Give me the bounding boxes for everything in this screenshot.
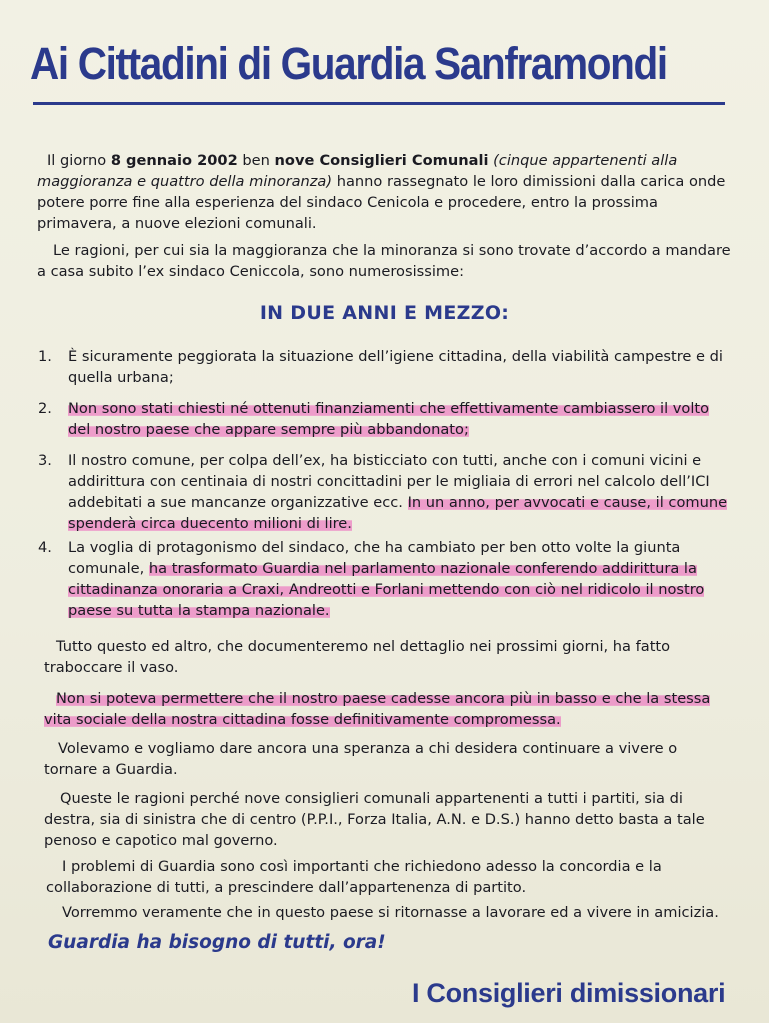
closing-paragraph-1: Tutto questo ed altro, che documenteremo nel dettaglio nei prossimi giorni, ha fatto traboccare il vaso. xyxy=(44,638,671,676)
list-item-number: 2. xyxy=(38,400,52,417)
list-item-number: 1. xyxy=(38,348,52,365)
highlighted-text: In un anno, per avvocati e cause, il comune spenderà circa duecento milioni di lire. xyxy=(68,494,728,532)
list-item-text: La voglia di protagonismo del sindaco, che ha cambiato per ben otto volte la giunta comunale, xyxy=(68,539,681,577)
highlighted-text: Non sono stati chiesti né ottenuti finanziamenti che effettivamente cambiassero il volto del nostro paese che appare sempre più abbandonato; xyxy=(68,400,710,438)
list-item-text: Il nostro comune, per colpa dell’ex, ha bisticciato con tutti, anche con i comuni vicini e addirittura con centinaia di nostri concittadini per le migliaia di errori nel calcolo dell’ICI addebitati a sue mancanze organizzative ecc. xyxy=(68,452,710,511)
intro-note: (cinque appartenenti alla maggioranza e quattro della minoranza) xyxy=(37,152,678,190)
slogan: Guardia ha bisogno di tutti, ora! xyxy=(48,932,386,953)
closing-paragraph-5: I problemi di Guardia sono così importanti che richiedono adesso la concordia e la collaborazione di tutti, a prescindere dall’appartenenza di partito. xyxy=(46,858,662,896)
page-title: Ai Cittadini di Guardia Sanframondi xyxy=(30,38,667,89)
intro-text: hanno rassegnato le loro dimissioni dalla carica onde potere porre fine alla esperienza del sindaco Cenicola e procedere, entro la prossima primavera, a nuove elezioni comunali. xyxy=(37,173,726,232)
intro-text: ben xyxy=(237,152,275,169)
signature: I Consiglieri dimissionari xyxy=(412,978,726,1008)
intro-paragraph-1 xyxy=(37,150,737,234)
list-item-text: È sicuramente peggiorata la situazione dell’igiene cittadina, della viabilità campestre e di quella urbana; xyxy=(68,348,723,386)
closing-paragraph-3: Volevamo e vogliamo dare ancora una speranza a chi desidera continuare a vivere o tornare a Guardia. xyxy=(44,740,678,778)
list-item-number: 4. xyxy=(38,539,52,556)
closing-paragraph-4: Queste le ragioni perché nove consiglieri comunali appartenenti a tutti i partiti, sia di destra, sia di sinistra che di centro (P.P.I., Forza Italia, A.N. e D.S.) hanno detto basta a tale penoso e capotico mal governo. xyxy=(44,790,705,849)
list-item-number: 3. xyxy=(38,452,52,469)
intro-date: 8 gennaio 2002 xyxy=(110,152,238,169)
highlighted-text: ha trasformato Guardia nel parlamento nazionale conferendo addirittura la cittadinanza onoraria a Craxi, Andreotti e Forlani mettendo con ciò nel ridicolo il nostro paese su tutta la stampa nazionale. xyxy=(68,560,705,619)
highlighted-text: Non si poteva permettere che il nostro paese cadesse ancora più in basso e che la stessa vita sociale della nostra cittadina fosse definitivamente compromessa. xyxy=(44,690,711,728)
title-underline xyxy=(33,102,725,105)
intro-paragraph-2: Le ragioni, per cui sia la maggioranza che la minoranza si sono trovate d’accordo a mandare a casa subito l’ex sindaco Ceniccola, sono numerosissime: xyxy=(37,242,731,280)
closing-paragraph-2 xyxy=(44,688,734,730)
intro-councillors: nove Consiglieri Comunali xyxy=(274,152,489,169)
intro-text: Il giorno xyxy=(47,152,111,169)
closing-paragraph-6: Vorremmo veramente che in questo paese si ritornasse a lavorare ed a vivere in amicizia. xyxy=(62,904,719,921)
section-heading: IN DUE ANNI E MEZZO: xyxy=(259,302,510,324)
